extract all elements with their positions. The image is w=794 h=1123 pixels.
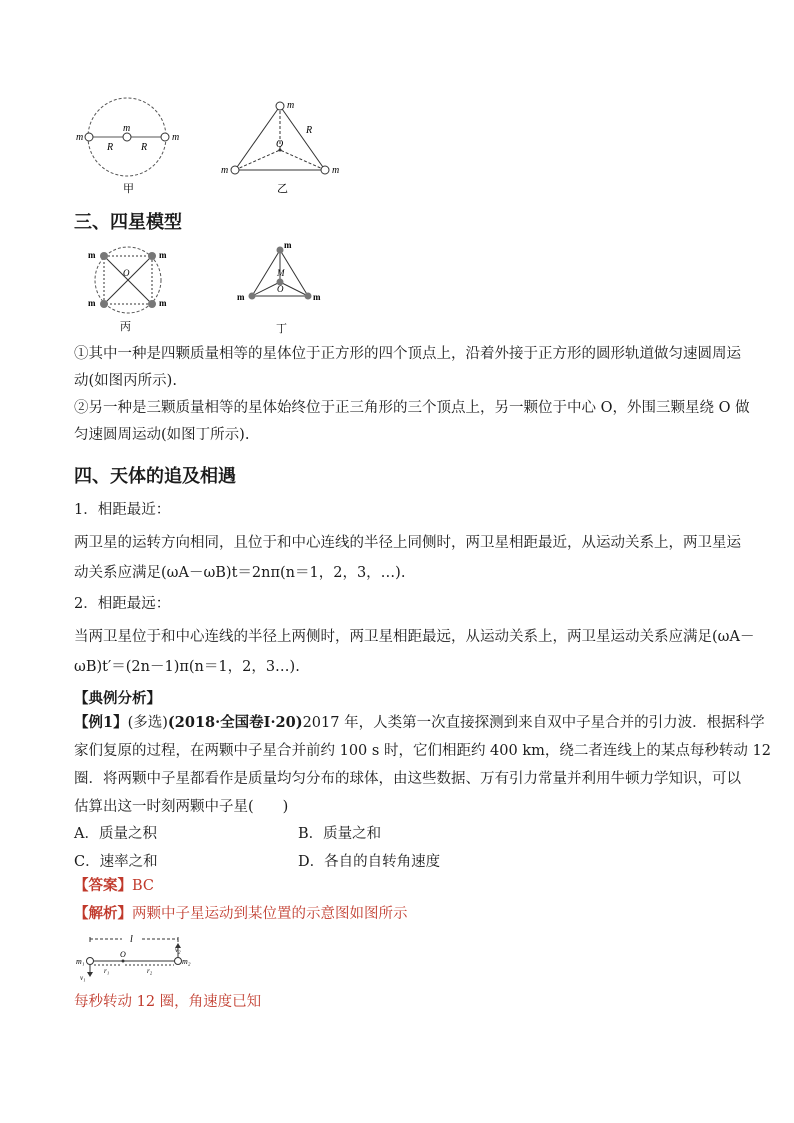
explanation-tag: 【解析】 xyxy=(74,905,132,922)
label-r2: R xyxy=(141,142,148,153)
label-v1: v₁ xyxy=(80,974,86,982)
label-m-br: m xyxy=(159,298,167,308)
label-m2: m₂ xyxy=(182,957,191,966)
caption-ding: 丁 xyxy=(276,323,287,335)
para1-line1: ①其中一种是四颗质量相等的星体位于正方形的四个顶点上，沿着外接于正方形的圆形轨道做匀速圆周运 xyxy=(74,346,741,362)
star-left xyxy=(231,166,239,174)
star-right xyxy=(161,133,169,141)
star-bl xyxy=(100,300,108,308)
option-d: D．各自的自转角速度 xyxy=(298,854,441,870)
para2-line1: ②另一种是三颗质量相等的星体始终位于正三角形的三个顶点上，另一颗位于中心 O，外围三颗星绕 O 做 xyxy=(74,400,750,416)
caption-jia: 甲 xyxy=(123,183,134,195)
explanation-text: 两颗中子星运动到某位置的示意图如图所示 xyxy=(132,906,408,922)
answer-line xyxy=(74,876,154,896)
option-c: C．速率之和 xyxy=(74,854,158,870)
answer-value: BC xyxy=(132,878,155,894)
center-o xyxy=(122,960,125,963)
example-tag: 【例1】 xyxy=(74,714,128,731)
label-m-tr: m xyxy=(159,250,167,260)
para2-line2: 匀速圆周运动(如图丁所示). xyxy=(74,427,250,443)
label-o: O xyxy=(123,268,130,278)
label-m-tl: m xyxy=(88,250,96,260)
star-right xyxy=(305,293,312,300)
label-o: O xyxy=(277,284,284,294)
label-r1: R xyxy=(107,142,114,153)
label-m-center: M xyxy=(277,268,285,278)
example-line3: 圈．将两颗中子星都看作是质量均匀分布的球体，由这些数据、万有引力常量并利用牛顿力学知识，可以 xyxy=(74,771,741,787)
analysis-heading: 【典例分析】 xyxy=(74,690,161,707)
label-m-right: m xyxy=(172,132,180,143)
item1-line1: 两卫星的运转方向相同，且位于和中心连线的半径上同侧时，两卫星相距最近，从运动关系上，两卫星运 xyxy=(74,535,741,551)
example-line2: 家们复原的过程，在两颗中子星合并前约 100 s 时，它们相距约 400 km，绕二者连线上的某点每秒转动 12 xyxy=(74,743,771,759)
figure-yi xyxy=(218,96,353,205)
item2-heading: 2．相距最远： xyxy=(74,596,171,612)
item2-line2: ωB)t′＝(2n－1)π(n＝1，2，3…). xyxy=(74,659,300,675)
section-4-title: 四、天体的追及相遇 xyxy=(74,466,236,487)
figure-bing xyxy=(80,238,180,340)
item1-heading: 1．相距最近： xyxy=(74,502,171,518)
example-line1 xyxy=(74,713,765,733)
item2-line1: 当两卫星位于和中心连线的半径上两侧时，两卫星相距最远，从运动关系上，两卫星运动关系应满足(ωA－ xyxy=(74,629,755,645)
caption-bing: 丙 xyxy=(120,321,131,333)
star-tl xyxy=(100,252,108,260)
label-m-top: m xyxy=(287,100,295,111)
label-r1: r₁ xyxy=(104,967,110,975)
example-prefix: (多选) xyxy=(127,715,168,731)
item1-line2: 动关系应满足(ωA－ωB)t＝2nπ(n＝1，2，3，…). xyxy=(74,565,406,581)
example-text1: 2017 年，人类第一次直接探测到来自双中子星合并的引力波．根据科学 xyxy=(302,715,765,731)
star-left xyxy=(85,133,93,141)
star-br xyxy=(148,300,156,308)
label-m1: m₁ xyxy=(76,957,85,966)
star-left xyxy=(249,293,256,300)
figure-jia xyxy=(74,94,204,203)
option-b: B．质量之和 xyxy=(298,826,382,842)
label-o: O xyxy=(276,139,284,150)
answer-tag: 【答案】 xyxy=(74,877,132,894)
star-m1 xyxy=(87,958,94,965)
label-m-bl: m xyxy=(88,298,96,308)
star-top xyxy=(276,102,284,110)
label-r: R xyxy=(306,125,313,136)
label-m-center: m xyxy=(123,123,131,134)
label-m-right: m xyxy=(313,292,321,302)
star-m2 xyxy=(175,958,182,965)
label-m-left: m xyxy=(76,132,84,143)
label-m-left: m xyxy=(221,165,229,176)
figure-ding xyxy=(232,240,332,340)
example-source: (2018·全国卷Ⅰ·20) xyxy=(167,714,303,731)
label-v2: v₂ xyxy=(175,946,181,954)
caption-yi: 乙 xyxy=(277,183,288,195)
label-o: O xyxy=(120,950,126,959)
example-line4: 估算出这一时刻两颗中子星( ) xyxy=(74,799,289,815)
star-center xyxy=(123,133,131,141)
figure-binary xyxy=(72,928,202,992)
star-tr xyxy=(148,252,156,260)
star-top xyxy=(277,247,284,254)
label-m-top: m xyxy=(284,240,292,250)
label-r2: r₂ xyxy=(147,967,153,975)
conclusion-line: 每秒转动 12 圈，角速度已知 xyxy=(74,994,262,1010)
label-m-left: m xyxy=(237,292,245,302)
label-l: l xyxy=(130,934,133,945)
option-a: A．质量之积 xyxy=(74,826,157,842)
para1-line2: 动(如图丙所示). xyxy=(74,373,177,389)
star-right xyxy=(321,166,329,174)
explanation-line xyxy=(74,904,408,924)
section-3-title: 三、四星模型 xyxy=(74,212,182,233)
label-m-right: m xyxy=(332,165,340,176)
